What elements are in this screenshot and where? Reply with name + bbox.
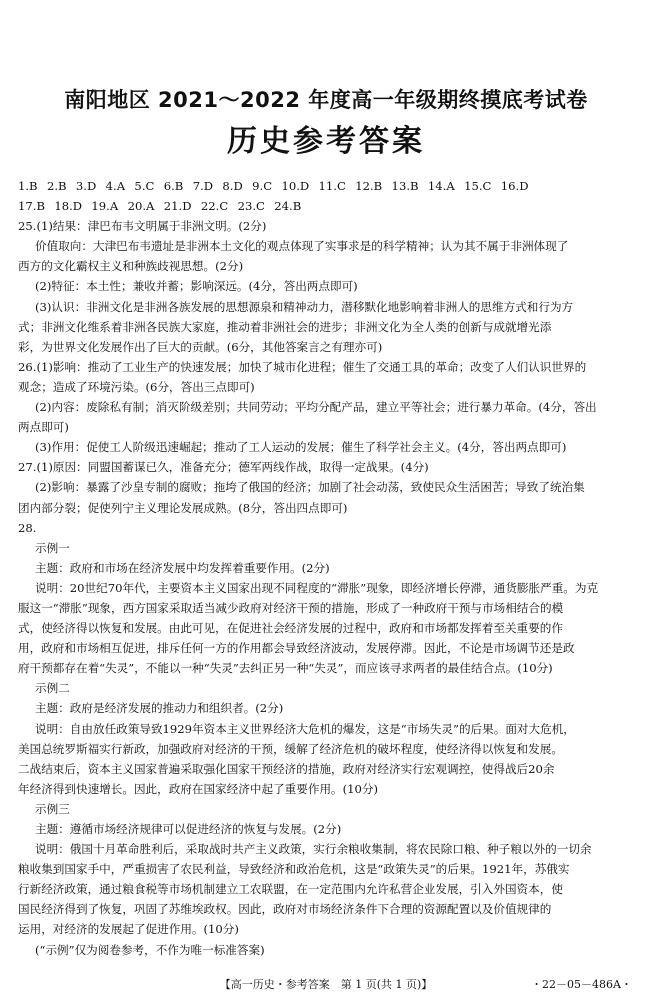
q26-line: 两点即可) [18, 420, 69, 435]
footer-exam-code: ・22－05－486A・ [531, 978, 632, 991]
q26-line: 26.(1)影响：推动了工业生产的快速发展；加快了城市化进程；催生了交通工具的革命；改变了人们认识世界的 [18, 359, 587, 374]
q27-line: 团内部分裂；促使列宁主义理论发展成熟。(8分，答出四点即可) [18, 500, 348, 515]
q26-line: 观念；造成了环境污染。(6分，答出三点即可) [18, 379, 255, 394]
example-1-line: 式，使经济得以恢复和发展。由此可见，在促进社会经济发展的过程中，政府和市场都发挥着至关重要的作 [18, 621, 563, 636]
example-3-line: 行新经济政策，通过粮食税等市场机制建立工农联盟，在一定范围内允许私营企业发展，引入外国资本，使 [18, 882, 563, 897]
q27-line: (2)影响：暴露了沙皇专制的腐败；拖垮了俄国的经济；加剧了社会动荡，致使民众生活困苦；导致了统治集 [35, 480, 585, 495]
example-1-line: 用，政府和市场相互促进，排斥任何一方的作用都会导致经济波动，发展停滞。因此，不论是市场调节还是政 [18, 641, 575, 656]
example-2-line: 年经济得到快速增长。因此，政府在国家经济中起了重要作用。(10分) [18, 781, 379, 796]
choice-answers-line-1: 1.B 2.B 3.D 4.A 5.C 6.B 7.D 8.D 9.C 10.D 11.C 12.B 13.B 14.A 15.C 16.D [18, 179, 529, 193]
example-2-line: 二战结束后，资本主义国家普遍采取强化国家干预经济的措施，政府对经济实行宏观调控，使得战后20余 [18, 761, 555, 776]
q26-line: (3)作用：促使工人阶级迅速崛起；推动了工人运动的发展；催生了科学社会主义。(4分，答出两点即可) [35, 440, 567, 455]
example-2-label: 示例二 [35, 681, 70, 696]
q25-line: (2)特征：本土性；兼收并蓄；影响深远。(4分，答出两点即可) [35, 279, 358, 294]
q25-line: 价值取向：大津巴布韦遗址是非洲本土文化的观点体现了实事求是的科学精神；认为其不属于非洲体现了 [35, 239, 569, 254]
q27-line: 27.(1)原因：同盟国蓄谋已久，准备充分；德军两线作战，取得一定战果。(4分) [18, 460, 429, 475]
example-note: (“示例”仅为阅卷参考，不作为唯一标准答案) [35, 942, 265, 957]
q25-line: 式；非洲文化维系着非洲各民族大家庭，推动着非洲社会的进步；非洲文化为全人类的创新与成就增光添 [18, 319, 552, 334]
example-1-line: 主题：政府和市场在经济发展中均发挥着重要作用。(2分) [35, 560, 330, 575]
example-2-line: 说明：自由放任政策导致1929年资本主义世界经济大危机的爆发，这是“市场失灵”的后果。面对大危机， [35, 721, 575, 736]
q28-number: 28. [18, 520, 37, 535]
example-3-line: 国民经济得到了恢复，巩固了苏维埃政权。因此，政府对市场经济条件下合理的资源配置以及价值规律的 [18, 902, 552, 917]
example-1-line: 府干预都存在着“失灵”，不能以一种“失灵”去纠正另一种“失灵”，而应该寻求两者的最佳结合点。(10分) [18, 661, 553, 676]
answer-body [18, 176, 638, 960]
q26-line: (2)内容：废除私有制；消灭阶级差别；共同劳动；平均分配产品，建立平等社会；进行暴力革命。(4分，答出 [35, 400, 597, 415]
example-3-label: 示例三 [35, 801, 70, 816]
example-3-line: 说明：俄国十月革命胜利后，采取战时共产主义政策，实行余粮收集制，将农民除口粮、种子粮以外的一切余 [35, 842, 592, 857]
example-1-line: 服这一“滞胀”现象，西方国家采取适当减少政府对经济干预的措施，形成了一种政府干预与市场相结合的模 [18, 600, 564, 615]
answer-key-title: 历史参考答案 [227, 124, 425, 159]
example-2-line: 主题：政府是经济发展的推动力和组织者。(2分) [35, 701, 284, 716]
example-1-line: 说明：20世纪70年代，主要资本主义国家出现不同程度的“滞胀”现象，即经济增长停滞，通货膨胀严重。为克 [35, 580, 599, 595]
footer-page-info: 【高一历史・参考答案 第 1 页(共 1 页)】 [219, 978, 433, 991]
exam-title: 南阳地区 2021～2022 年度高一年级期终摸底考试卷 [64, 88, 588, 112]
q25-line: 25.(1)结果：津巴布韦文明属于非洲文明。(2分) [18, 219, 267, 234]
example-2-line: 美国总统罗斯福实行新政，加强政府对经济的干预，缓解了经济危机的破坏程度，使经济得以恢复和发展。 [18, 741, 563, 756]
choice-answers-line-2: 17.B 18.D 19.A 20.A 21.D 22.C 23.C 24.B [18, 199, 302, 214]
example-3-line: 粮收集到国家手中，严重损害了农民利益，导致经济和政治危机，这是“政策失灵”的后果。1921年，苏俄实 [18, 862, 570, 877]
example-3-line: 运用，对经济的发展起了促进作用。(10分) [18, 922, 239, 937]
example-1-label: 示例一 [35, 540, 70, 555]
example-3-line: 主题：遵循市场经济规律可以促进经济的恢复与发展。(2分) [35, 822, 342, 836]
q25-line: 西方的文化霸权主义和种族歧视思想。(2分) [18, 259, 244, 274]
q25-line: (3)认识：非洲文化是非洲各族发展的思想源泉和精神动力，潜移默化地影响着非洲人的思维方式和行为方 [35, 299, 574, 314]
q25-line: 彩，为世界文化发展作出了巨大的贡献。(6分，其他答案言之有理亦可) [18, 339, 383, 354]
